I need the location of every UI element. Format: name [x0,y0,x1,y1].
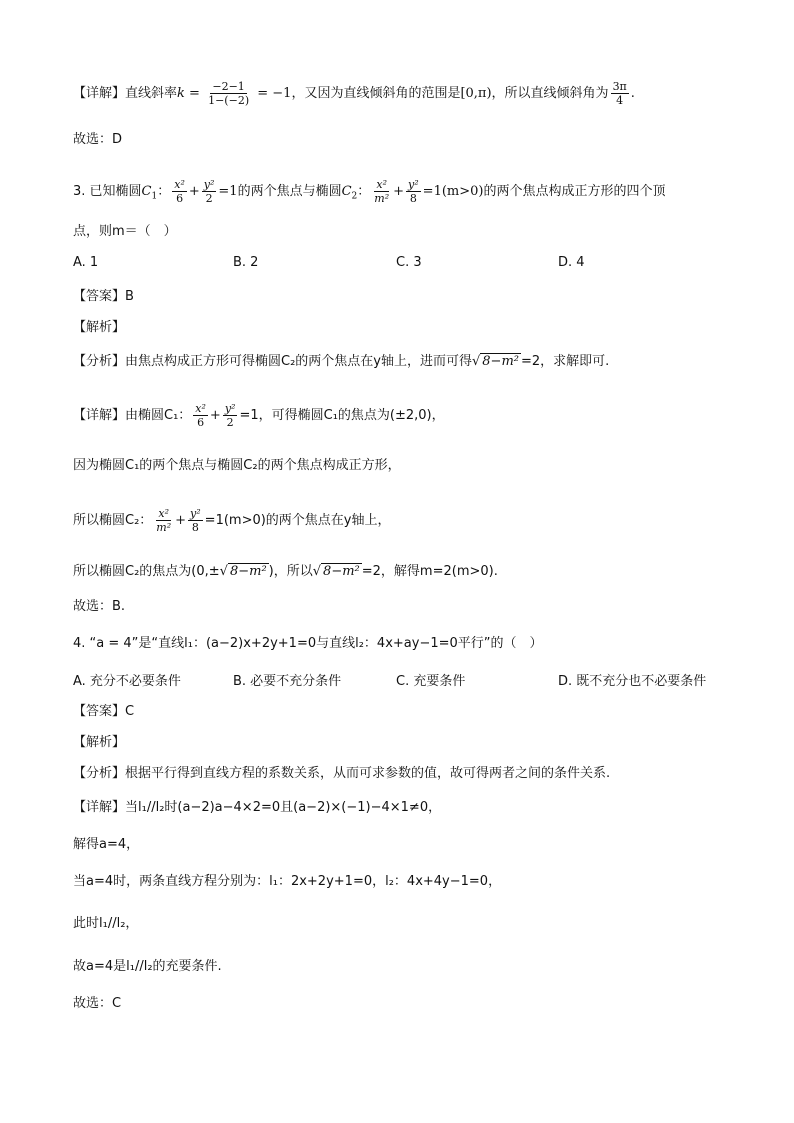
fraction [406,178,421,205]
frac-num: y² [190,507,201,520]
q4-detail-3: 当a=4时，两条直线方程分别为：l₁：2x+2y+1=0，l₂：4x+4y−1=0， [73,874,502,889]
text: 的两个焦点与椭圆 [237,184,342,199]
math-k: k [177,86,185,101]
plus: + [393,184,405,199]
math-range: [0,π) [460,86,492,101]
q3-analysis: 【解析】 [73,320,126,335]
text: =1，可得椭圆C₁的焦点为(±2,0)， [239,408,445,423]
frac-num: x² [174,178,185,191]
q3-detail-3 [73,507,391,534]
frac-den: 1−(−2) [208,94,250,107]
q4-option-a: A. 充分不必要条件 [73,674,181,689]
text: . [630,86,635,101]
frac-num: x² [158,507,170,520]
frac-num: −2−1 [212,80,245,93]
text: ： [157,184,171,199]
sub: 1 [151,191,158,202]
q3-option-b: B. 2 [233,255,259,270]
plus: + [175,513,187,528]
frac-den: 6 [197,416,205,429]
frac-num: y² [408,178,419,191]
choice-line: 故选：D [73,132,123,147]
q4-detail-2: 解得a=4， [73,837,140,852]
text: 直线斜率 [125,86,178,101]
frac-num: y² [203,178,215,191]
q4-option-d: D. 既不充分也不必要条件 [558,674,707,689]
fraction [372,178,391,205]
math-eq: = [184,86,205,101]
q4-stem: 4. “a = 4”是“直线l₁：(a−2)x+2y+1=0与直线l₂：4x+ay−1=0平行”的（ ） [73,636,543,651]
fraction [188,507,203,534]
fraction [223,402,238,429]
frac-den: 2 [226,416,234,429]
frac-den: 6 [176,192,184,205]
q4-option-c: C. 充要条件 [396,674,466,689]
q3-detail-2: 因为椭圆C₁的两个焦点与椭圆C₂的两个焦点构成正方形， [73,458,401,473]
frac-den: 4 [616,94,624,107]
q4-detail-4: 此时l₁//l₂， [73,916,139,931]
text: ，又因为直线倾斜角的范围是 [291,86,461,101]
text: 的两个焦点构成正方形的四个顶 [483,184,666,199]
text: 所以椭圆C₂的焦点为(0,± [73,564,220,579]
fraction [193,402,208,429]
sub: 2 [351,191,358,202]
q3-detail-4: 所以椭圆C₂的焦点为(0,±√ 8−m² )，所以√ 8−m² =2，解得m=2(m>0). [73,564,498,579]
frac-den: 8 [409,192,417,205]
text: 【详解】由椭圆C₁： [73,408,192,423]
q3-choice: 故选：B. [73,599,126,614]
detail-line-slope [73,80,635,107]
q3-fenxi: 【分析】由焦点构成正方形可得椭圆C₂的两个焦点在y轴上，进而可得√ 8−m² =2，求解即可. [73,354,610,369]
text: ： [357,184,371,199]
frac-num: 3π [612,80,627,93]
q4-answer: 【答案】C [73,704,135,719]
slope-fraction [206,80,251,107]
q4-fenxi: 【分析】根据平行得到直线方程的系数关系，从而可求参数的值，故可得两者之间的条件关系. [73,766,611,781]
angle-fraction [611,80,629,107]
sqrt: 8−m² [482,354,519,369]
frac-num: x² [195,402,206,415]
q3-stem-line2: 点，则m＝（ ） [73,224,177,239]
frac-den: 8 [191,521,199,534]
q3-answer: 【答案】B [73,289,134,304]
q3-detail-1 [73,402,445,429]
q3-stem [73,178,666,207]
math: =1(m>0) [422,184,484,199]
detail-label: 【详解】 [73,86,126,101]
q4-option-b: B. 必要不充分条件 [233,674,342,689]
frac-den: 2 [205,192,213,205]
frac-num: y² [224,402,236,415]
text: 所以椭圆C₂： [73,513,153,528]
math-c1: C [141,184,152,199]
q4-detail-5: 故a=4是l₁//l₂的充要条件. [73,959,222,974]
math: =1 [218,184,238,199]
q4-analysis: 【解析】 [73,735,126,750]
fraction [172,178,187,205]
q4-detail-1: 【详解】当l₁//l₂时(a−2)a−4×2=0且(a−2)×(−1)−4×1≠0， [73,800,442,815]
q3-option-d: D. 4 [558,255,585,270]
frac-den: m² [156,521,172,534]
frac-num: x² [376,178,388,191]
text: =2，解得m=2(m>0). [361,564,498,579]
q3-option-a: A. 1 [73,255,99,270]
text: 【分析】由焦点构成正方形可得椭圆C₂的两个焦点在y轴上，进而可得 [73,354,472,369]
q3-option-c: C. 3 [396,255,422,270]
text: )，所以 [268,564,313,579]
math-result: = −1 [253,86,292,101]
text: ，所以直线倾斜角为 [491,86,609,101]
sqrt: 8−m² [229,564,267,579]
frac-den: m² [374,192,390,205]
math-c2: C [341,184,352,199]
text: =1(m>0)的两个焦点在y轴上， [204,513,391,528]
sqrt: 8−m² [323,564,360,579]
text: 3. 已知椭圆 [73,184,142,199]
plus: + [188,184,200,199]
fraction [202,178,217,205]
plus: + [209,408,221,423]
fraction [154,507,173,534]
text: =2，求解即可. [520,354,610,369]
q4-choice: 故选：C [73,996,122,1011]
